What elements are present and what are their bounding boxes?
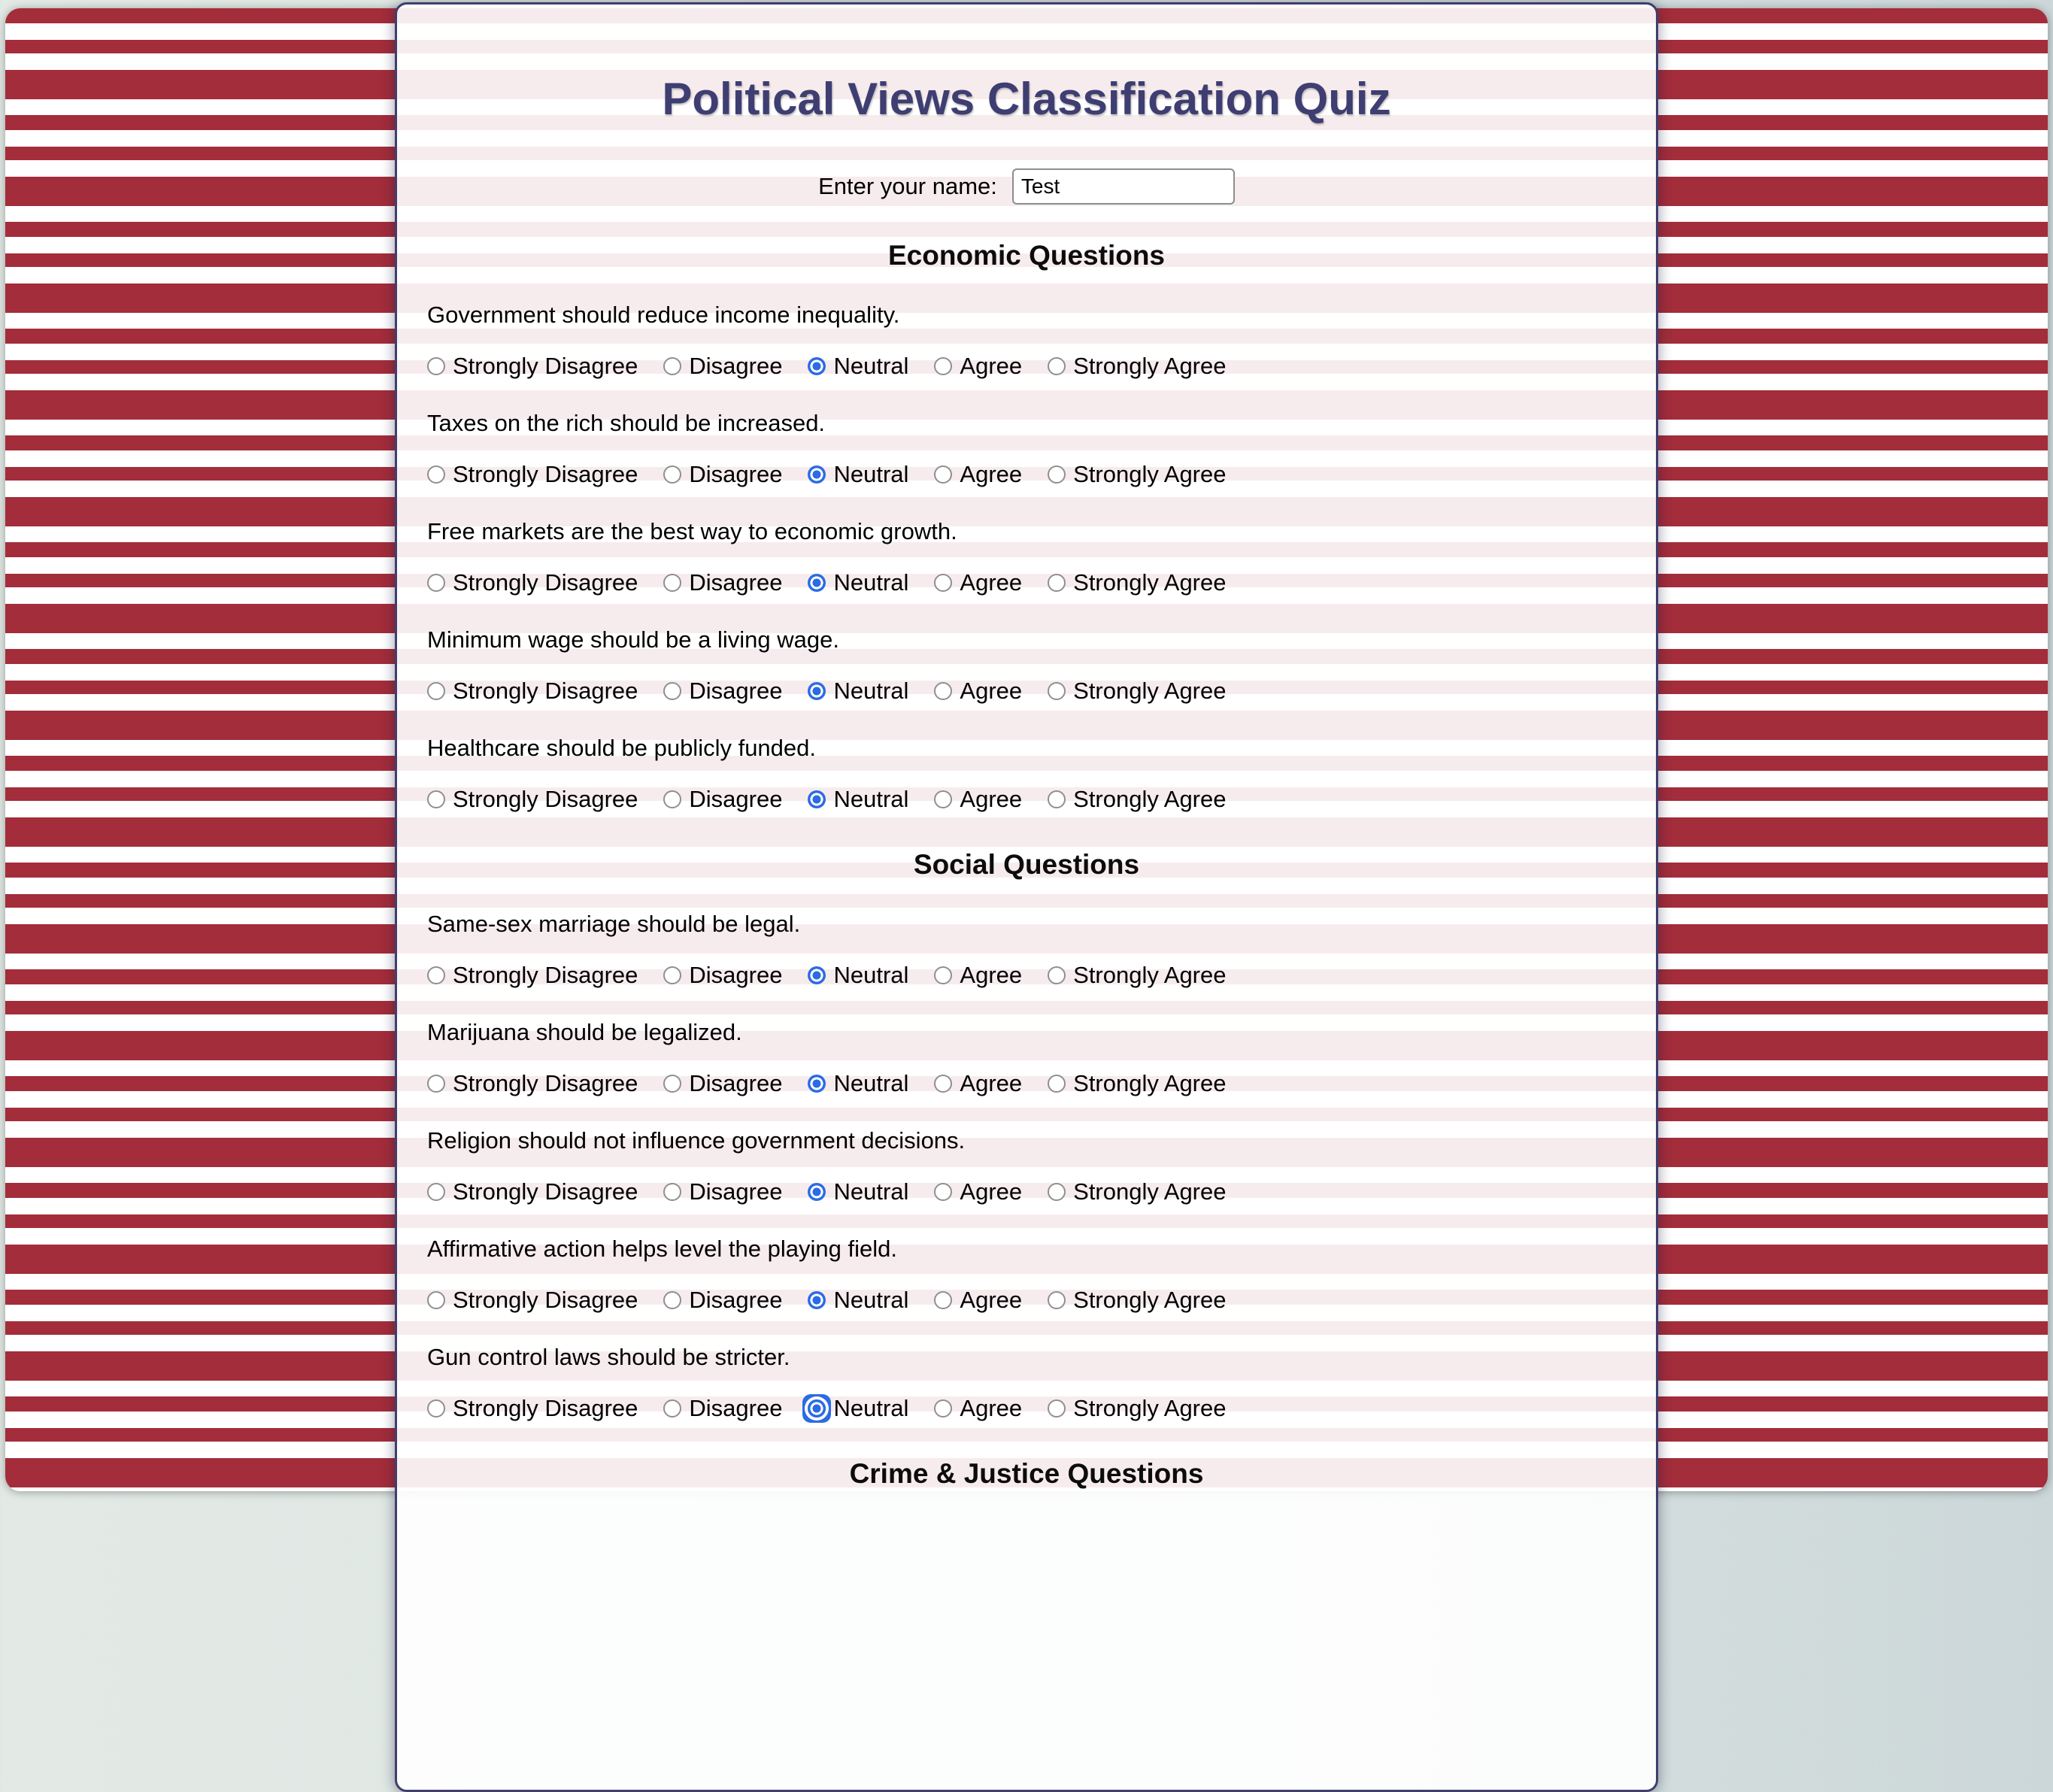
radio-wrap bbox=[802, 677, 831, 705]
option[interactable] bbox=[934, 1286, 1022, 1314]
radio-wrap bbox=[802, 352, 831, 381]
radio-wrap bbox=[658, 1178, 687, 1206]
radio-wrap bbox=[1042, 460, 1071, 489]
option-label: Neutral bbox=[833, 678, 909, 704]
option-label: Agree bbox=[960, 962, 1023, 988]
option-radio[interactable] bbox=[1048, 574, 1066, 592]
radio-wrap bbox=[802, 569, 831, 597]
option[interactable] bbox=[1048, 569, 1226, 597]
option[interactable] bbox=[808, 1069, 908, 1098]
option-radio[interactable] bbox=[663, 1183, 681, 1201]
options-row bbox=[427, 569, 1627, 597]
option[interactable] bbox=[934, 1178, 1022, 1206]
option[interactable] bbox=[1048, 1178, 1226, 1206]
option[interactable] bbox=[934, 460, 1022, 489]
option-label: Strongly Disagree bbox=[453, 1178, 638, 1205]
option-label: Strongly Agree bbox=[1073, 678, 1227, 704]
option-label: Agree bbox=[960, 786, 1023, 812]
radio-wrap bbox=[802, 961, 831, 990]
radio-wrap bbox=[1042, 569, 1071, 597]
option-radio[interactable] bbox=[663, 357, 681, 375]
name-row bbox=[426, 168, 1627, 205]
option-label: Strongly Disagree bbox=[453, 1395, 638, 1421]
option[interactable] bbox=[663, 1394, 782, 1423]
options-row bbox=[427, 1286, 1627, 1314]
radio-wrap bbox=[929, 569, 957, 597]
options-row bbox=[427, 1178, 1627, 1206]
radio-wrap bbox=[929, 1394, 957, 1423]
option-label: Neutral bbox=[833, 962, 909, 988]
option-radio[interactable] bbox=[934, 1183, 952, 1201]
section-heading: Economic Questions bbox=[887, 240, 1165, 271]
option-label: Disagree bbox=[689, 569, 783, 596]
radio-wrap bbox=[658, 785, 687, 814]
option[interactable] bbox=[1048, 677, 1226, 705]
option-label: Disagree bbox=[689, 1287, 783, 1313]
option-radio[interactable] bbox=[427, 357, 445, 375]
option[interactable] bbox=[427, 1069, 638, 1098]
option[interactable] bbox=[427, 677, 638, 705]
option[interactable] bbox=[934, 1069, 1022, 1098]
option-radio[interactable] bbox=[1048, 790, 1066, 808]
option-radio[interactable] bbox=[808, 1075, 826, 1093]
option-radio[interactable] bbox=[934, 357, 952, 375]
option-label: Strongly Disagree bbox=[453, 353, 638, 379]
option-radio[interactable] bbox=[934, 574, 952, 592]
option-radio[interactable] bbox=[934, 966, 952, 984]
option[interactable] bbox=[808, 1178, 908, 1206]
radio-wrap bbox=[658, 460, 687, 489]
option-label: Neutral bbox=[833, 1395, 909, 1421]
option[interactable] bbox=[1048, 1286, 1226, 1314]
option-radio[interactable] bbox=[427, 966, 445, 984]
option-radio[interactable] bbox=[663, 682, 681, 700]
radio-wrap bbox=[422, 1069, 450, 1098]
option-label: Neutral bbox=[833, 1178, 909, 1205]
option-label: Strongly Disagree bbox=[453, 569, 638, 596]
option[interactable] bbox=[934, 961, 1022, 990]
radio-wrap bbox=[929, 460, 957, 489]
option[interactable] bbox=[808, 352, 908, 381]
radio-focus-ring bbox=[802, 1394, 831, 1423]
question-text: Affirmative action helps level the playing field. bbox=[427, 1236, 897, 1262]
radio-wrap bbox=[658, 1286, 687, 1314]
radio-wrap bbox=[658, 352, 687, 381]
option-radio[interactable] bbox=[1048, 1075, 1066, 1093]
radio-wrap bbox=[802, 1178, 831, 1206]
option-label: Agree bbox=[960, 353, 1023, 379]
option-label: Neutral bbox=[833, 569, 909, 596]
option[interactable] bbox=[808, 785, 908, 814]
radio-wrap bbox=[929, 677, 957, 705]
option-label: Agree bbox=[960, 1395, 1023, 1421]
option[interactable] bbox=[663, 677, 782, 705]
option-radio[interactable] bbox=[663, 1075, 681, 1093]
options-row bbox=[427, 460, 1627, 489]
option-radio[interactable] bbox=[663, 1399, 681, 1418]
option[interactable] bbox=[934, 1394, 1022, 1423]
options-row bbox=[427, 961, 1627, 990]
option-label: Agree bbox=[960, 1070, 1023, 1096]
option-label: Strongly Agree bbox=[1073, 962, 1227, 988]
option[interactable] bbox=[427, 1394, 638, 1423]
option-label: Strongly Agree bbox=[1073, 1178, 1227, 1205]
option-radio[interactable] bbox=[808, 1399, 826, 1418]
radio-wrap bbox=[422, 677, 450, 705]
option-label: Agree bbox=[960, 1287, 1023, 1313]
radio-wrap bbox=[929, 1069, 957, 1098]
option[interactable] bbox=[427, 1178, 638, 1206]
option-label: Strongly Disagree bbox=[453, 1070, 638, 1096]
option-radio[interactable] bbox=[1048, 1399, 1066, 1418]
option-label: Disagree bbox=[689, 461, 783, 487]
option[interactable] bbox=[808, 1286, 908, 1314]
option[interactable] bbox=[663, 460, 782, 489]
option-label: Strongly Agree bbox=[1073, 1287, 1227, 1313]
option-radio[interactable] bbox=[1048, 465, 1066, 484]
radio-wrap bbox=[802, 460, 831, 489]
option[interactable] bbox=[934, 569, 1022, 597]
option-label: Strongly Agree bbox=[1073, 1395, 1227, 1421]
option-radio[interactable] bbox=[427, 1399, 445, 1418]
question-text: Same-sex marriage should be legal. bbox=[427, 911, 801, 937]
option-radio[interactable] bbox=[1048, 966, 1066, 984]
option[interactable] bbox=[427, 569, 638, 597]
option[interactable] bbox=[1048, 1394, 1226, 1423]
option-radio[interactable] bbox=[808, 465, 826, 484]
option-radio[interactable] bbox=[1048, 1183, 1066, 1201]
radio-wrap bbox=[1042, 1069, 1071, 1098]
option-radio[interactable] bbox=[427, 1183, 445, 1201]
option-label: Agree bbox=[960, 678, 1023, 704]
question-text: Minimum wage should be a living wage. bbox=[427, 626, 839, 653]
name-input[interactable] bbox=[1012, 168, 1235, 205]
option-label: Neutral bbox=[833, 1287, 909, 1313]
radio-wrap bbox=[422, 352, 450, 381]
option-label: Strongly Disagree bbox=[453, 962, 638, 988]
option-radio[interactable] bbox=[808, 966, 826, 984]
radio-wrap bbox=[422, 1178, 450, 1206]
option[interactable] bbox=[427, 961, 638, 990]
radio-wrap bbox=[422, 1394, 450, 1423]
option[interactable] bbox=[1048, 961, 1226, 990]
option[interactable] bbox=[808, 961, 908, 990]
radio-wrap bbox=[1042, 1286, 1071, 1314]
quiz-card bbox=[395, 2, 1658, 1792]
option-radio[interactable] bbox=[808, 1291, 826, 1309]
section-heading: Social Questions bbox=[913, 849, 1140, 880]
option-label: Strongly Disagree bbox=[453, 678, 638, 704]
radio-wrap bbox=[422, 569, 450, 597]
option[interactable] bbox=[934, 785, 1022, 814]
options-row bbox=[427, 677, 1627, 705]
radio-wrap bbox=[422, 961, 450, 990]
option[interactable] bbox=[808, 677, 908, 705]
radio-wrap bbox=[929, 961, 957, 990]
option-radio[interactable] bbox=[934, 790, 952, 808]
radio-wrap bbox=[1042, 1178, 1071, 1206]
option-radio[interactable] bbox=[663, 574, 681, 592]
option-label: Strongly Disagree bbox=[453, 786, 638, 812]
radio-wrap bbox=[658, 1069, 687, 1098]
radio-wrap bbox=[802, 1286, 831, 1314]
option[interactable] bbox=[934, 677, 1022, 705]
option-label: Disagree bbox=[689, 962, 783, 988]
option[interactable] bbox=[1048, 460, 1226, 489]
option-label: Disagree bbox=[689, 353, 783, 379]
options-row bbox=[427, 785, 1627, 814]
option-label: Disagree bbox=[689, 786, 783, 812]
option-radio[interactable] bbox=[663, 966, 681, 984]
option-radio[interactable] bbox=[427, 574, 445, 592]
page-title: Political Views Classification Quiz bbox=[662, 74, 1391, 124]
radio-wrap bbox=[1042, 352, 1071, 381]
radio-wrap bbox=[658, 1394, 687, 1423]
option-label: Disagree bbox=[689, 1178, 783, 1205]
option-radio[interactable] bbox=[808, 682, 826, 700]
option[interactable] bbox=[427, 352, 638, 381]
option-radio[interactable] bbox=[663, 1291, 681, 1309]
radio-wrap bbox=[658, 961, 687, 990]
option[interactable] bbox=[663, 1178, 782, 1206]
radio-wrap bbox=[422, 1286, 450, 1314]
radio-wrap bbox=[1042, 677, 1071, 705]
option[interactable] bbox=[1048, 1069, 1226, 1098]
option[interactable] bbox=[808, 1394, 908, 1423]
option-label: Neutral bbox=[833, 786, 909, 812]
option-radio[interactable] bbox=[1048, 357, 1066, 375]
option-radio[interactable] bbox=[808, 790, 826, 808]
radio-wrap bbox=[929, 1286, 957, 1314]
option-radio[interactable] bbox=[427, 1075, 445, 1093]
option[interactable] bbox=[808, 569, 908, 597]
radio-wrap bbox=[929, 785, 957, 814]
question-text: Marijuana should be legalized. bbox=[427, 1019, 742, 1045]
option-label: Agree bbox=[960, 569, 1023, 596]
option-radio[interactable] bbox=[808, 574, 826, 592]
options-row bbox=[427, 1394, 1627, 1423]
option-radio[interactable] bbox=[1048, 682, 1066, 700]
option[interactable] bbox=[663, 961, 782, 990]
option-label: Strongly Agree bbox=[1073, 786, 1227, 812]
option-label: Strongly Disagree bbox=[453, 461, 638, 487]
option-label: Strongly Agree bbox=[1073, 461, 1227, 487]
question-text: Taxes on the rich should be increased. bbox=[427, 410, 826, 436]
option-label: Strongly Agree bbox=[1073, 569, 1227, 596]
option-label: Neutral bbox=[833, 1070, 909, 1096]
radio-wrap bbox=[422, 460, 450, 489]
option-label: Strongly Disagree bbox=[453, 1287, 638, 1313]
option-label: Agree bbox=[960, 1178, 1023, 1205]
option-label: Disagree bbox=[689, 1395, 783, 1421]
option-label: Disagree bbox=[689, 678, 783, 704]
radio-wrap bbox=[929, 1178, 957, 1206]
option[interactable] bbox=[663, 569, 782, 597]
question-text: Religion should not influence government decisions. bbox=[427, 1127, 966, 1154]
option-radio[interactable] bbox=[427, 465, 445, 484]
options-row bbox=[427, 352, 1627, 381]
option-radio[interactable] bbox=[934, 1399, 952, 1418]
option[interactable] bbox=[663, 1069, 782, 1098]
option-radio[interactable] bbox=[808, 357, 826, 375]
option-label: Strongly Agree bbox=[1073, 1070, 1227, 1096]
radio-wrap bbox=[802, 785, 831, 814]
option-radio[interactable] bbox=[663, 465, 681, 484]
option-radio[interactable] bbox=[1048, 1291, 1066, 1309]
option[interactable] bbox=[427, 460, 638, 489]
option[interactable] bbox=[663, 1286, 782, 1314]
radio-wrap bbox=[929, 352, 957, 381]
question-text: Healthcare should be publicly funded. bbox=[427, 735, 817, 761]
questions-area bbox=[426, 239, 1627, 1490]
option-radio[interactable] bbox=[934, 1075, 952, 1093]
option-radio[interactable] bbox=[427, 682, 445, 700]
option[interactable] bbox=[1048, 352, 1226, 381]
radio-wrap bbox=[802, 1069, 831, 1098]
option-label: Strongly Agree bbox=[1073, 353, 1227, 379]
options-row bbox=[427, 1069, 1627, 1098]
question-text: Gun control laws should be stricter. bbox=[427, 1344, 790, 1370]
question-text: Government should reduce income inequality. bbox=[427, 302, 900, 328]
option[interactable] bbox=[663, 785, 782, 814]
radio-wrap bbox=[422, 785, 450, 814]
option-label: Disagree bbox=[689, 1070, 783, 1096]
option-label: Neutral bbox=[833, 461, 909, 487]
option-radio[interactable] bbox=[934, 1291, 952, 1309]
radio-wrap bbox=[658, 569, 687, 597]
option-radio[interactable] bbox=[808, 1183, 826, 1201]
radio-wrap bbox=[1042, 1394, 1071, 1423]
option-radio[interactable] bbox=[427, 790, 445, 808]
option[interactable] bbox=[808, 460, 908, 489]
option-radio[interactable] bbox=[427, 1291, 445, 1309]
name-label: Enter your name: bbox=[818, 173, 997, 199]
radio-wrap bbox=[658, 677, 687, 705]
option[interactable] bbox=[934, 352, 1022, 381]
option[interactable] bbox=[663, 352, 782, 381]
section-heading: Crime & Justice Questions bbox=[849, 1458, 1204, 1489]
option[interactable] bbox=[1048, 785, 1226, 814]
option-radio[interactable] bbox=[934, 465, 952, 484]
option-radio[interactable] bbox=[934, 682, 952, 700]
option-label: Neutral bbox=[833, 353, 909, 379]
option[interactable] bbox=[427, 1286, 638, 1314]
option[interactable] bbox=[427, 785, 638, 814]
radio-wrap bbox=[1042, 961, 1071, 990]
option-label: Agree bbox=[960, 461, 1023, 487]
option-radio[interactable] bbox=[663, 790, 681, 808]
radio-wrap bbox=[1042, 785, 1071, 814]
question-text: Free markets are the best way to economic growth. bbox=[427, 518, 957, 544]
